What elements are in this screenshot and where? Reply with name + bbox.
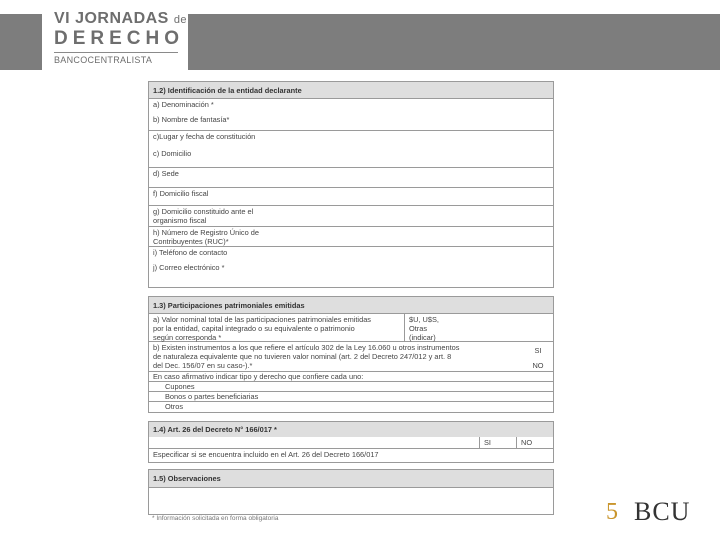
field-label: a) Valor nominal total de las participaciones patrimoniales emitidas [153, 315, 371, 324]
field-label: organismo fiscal [153, 216, 207, 225]
field-label: i) Teléfono de contacto [153, 248, 228, 257]
field-label: Contribuyentes (RUC)* [153, 237, 229, 246]
section-identificacion [148, 81, 554, 288]
field-label: h) Número de Registro Único de [153, 228, 259, 237]
field-label: según corresponda * [153, 333, 222, 342]
section-art-26 [148, 421, 554, 463]
jornadas-logo [54, 10, 188, 68]
form-row-constitucion [149, 131, 553, 168]
form-row-domicilio-fiscal [149, 188, 553, 206]
form-row-sede [149, 168, 553, 188]
field-label: del Dec. 156/07 en su caso-).* [153, 361, 253, 370]
form-row-ruc [149, 227, 553, 247]
currency-option: $U, U$S, [409, 315, 439, 324]
section-title: 1.5) Observaciones [149, 470, 553, 488]
field-label: de naturaleza equivalente que no tuvieren valor nominal (art. 2 del Decreto 247/012 y art. 8 [153, 352, 452, 361]
option-otros: Otros [165, 402, 184, 411]
column-si: SI [479, 437, 516, 448]
list-item [149, 382, 553, 392]
list-item [149, 402, 553, 411]
form-row-art-26 [149, 449, 553, 461]
header-band-left [0, 14, 42, 70]
logo-divider [54, 52, 178, 53]
field-label: Especificar si se encuentra incluido en el Art. 26 del Decreto 166/017 [153, 450, 379, 459]
field-label: por la entidad, capital integrado o su equivalente o patrimonio [153, 324, 355, 333]
form-row-tipo [149, 372, 553, 382]
logo-line-2: DERECHO [54, 28, 185, 49]
form-row-contacto [149, 247, 553, 286]
field-label: En caso afirmativo indicar tipo y derecho que confiere cada uno: [153, 372, 364, 381]
column-no: NO [516, 437, 553, 448]
field-label: j) Correo electrónico * [153, 263, 225, 272]
footnote: * Información solicitada en forma obligatoria [152, 515, 279, 522]
page-header [0, 0, 720, 70]
field-label: f) Domicilio fiscal [153, 189, 209, 198]
form-row-domicilio-constituido [149, 206, 553, 227]
section-participaciones [148, 296, 554, 413]
logo-line-1: VI JORNADAS de [54, 10, 188, 27]
section-title: 1.3) Participaciones patrimoniales emitidas [149, 297, 553, 314]
option-cupones: Cupones [165, 382, 195, 391]
header-band-right [188, 14, 720, 70]
currency-option: Otras [409, 324, 428, 333]
observaciones-field[interactable] [149, 488, 553, 514]
form-row-denominacion [149, 99, 553, 131]
currency-option: (indicar) [409, 333, 436, 342]
field-label: d) Sede [153, 169, 179, 178]
logo-line-3: BANCOCENTRALISTA [54, 55, 153, 65]
section-title: 1.4) Art. 26 del Decreto N° 166/017 * [149, 422, 553, 437]
field-label: c) Domicilio [153, 149, 192, 158]
list-item [149, 392, 553, 402]
field-label: b) Nombre de fantasía* [153, 115, 230, 124]
field-label: a) Denominación * [153, 100, 214, 109]
section-observaciones [148, 469, 554, 515]
form-row-valor-nominal [149, 314, 553, 342]
field-label: b) Existen instrumentos a los que refiere el artículo 302 de la Ley 16.060 u otros instrumentos [153, 343, 460, 352]
bcu-sun-icon: 5 [606, 499, 618, 525]
option-no[interactable]: NO [532, 361, 544, 370]
option-bonos: Bonos o partes beneficiarias [165, 392, 259, 401]
field-label: c)Lugar y fecha de constitución [153, 132, 256, 141]
bcu-text: BCU [634, 497, 691, 526]
form-row-instrumentos [149, 342, 553, 372]
bcu-logo [606, 493, 706, 529]
section-title: 1.2) Identificación de la entidad declarante [149, 82, 553, 99]
si-no-header [149, 437, 553, 449]
field-label: g) Domicilio constituido ante el [153, 207, 254, 216]
option-si[interactable]: SI [534, 346, 542, 355]
